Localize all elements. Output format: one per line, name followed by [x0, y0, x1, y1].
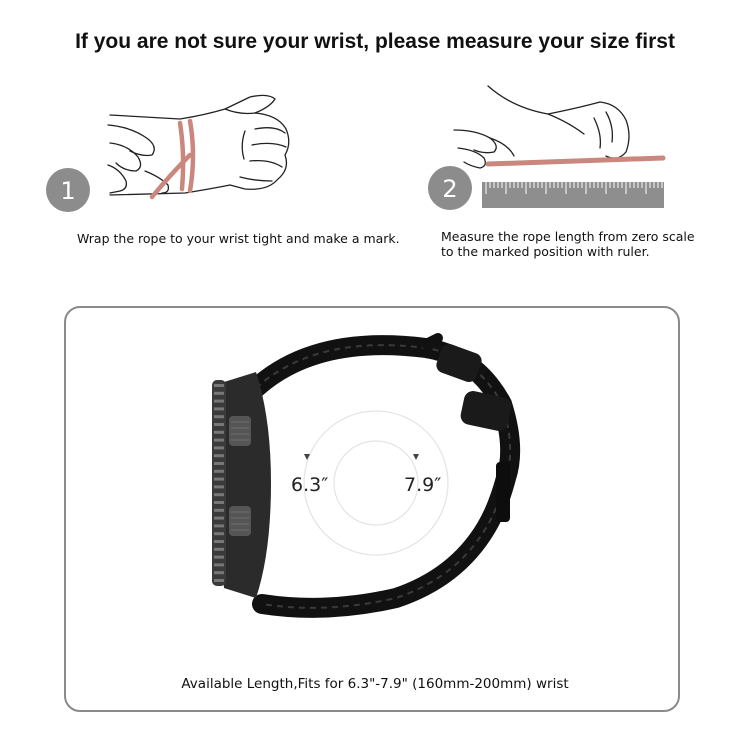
bezel-tooth — [214, 579, 224, 582]
bezel-tooth — [214, 384, 224, 387]
bezel-tooth — [214, 540, 224, 543]
bezel-tooth — [214, 524, 224, 527]
strap-buckle — [496, 462, 510, 522]
bezel-tooth — [214, 563, 224, 566]
bezel-tooth — [214, 517, 224, 520]
bezel-tooth — [214, 446, 224, 449]
bezel-tooth — [214, 462, 224, 465]
bezel-tooth — [214, 415, 224, 418]
bezel-tooth — [214, 493, 224, 496]
bezel-tooth — [214, 556, 224, 559]
watch-button-top — [229, 416, 251, 446]
rope-measure-illustration — [418, 78, 688, 218]
bezel-tooth — [214, 407, 224, 410]
bezel-tooth — [214, 470, 224, 473]
watch-button-bottom — [229, 506, 251, 536]
step-two-caption-line1: Measure the rope length from zero scale — [441, 229, 695, 244]
bezel-tooth — [214, 532, 224, 535]
size-label-min: 6.3″ — [291, 474, 329, 496]
bezel-tooth — [214, 485, 224, 488]
step-one-number: 1 — [60, 177, 76, 205]
size-label-max: 7.9″ — [404, 474, 442, 496]
marker-max — [413, 454, 419, 460]
bezel-tooth — [214, 509, 224, 512]
bezel-tooth — [214, 501, 224, 504]
bezel-tooth — [214, 400, 224, 403]
watch-case — [220, 372, 271, 598]
bezel-tooth — [214, 431, 224, 434]
wrist-wrap-illustration — [40, 85, 310, 225]
bezel-tooth — [214, 454, 224, 457]
fit-range-caption: Available Length,Fits for 6.3"-7.9" (160mm-200mm) wrist — [181, 676, 569, 692]
step-two-caption-line2: to the marked position with ruler. — [441, 244, 650, 259]
page-title: If you are not sure your wrist, please measure your size first — [75, 30, 675, 53]
bezel-tooth — [214, 478, 224, 481]
watch-band-illustration — [66, 308, 682, 714]
product-panel — [64, 306, 680, 712]
step-two-caption — [441, 229, 695, 259]
step-two-number: 2 — [442, 175, 458, 203]
bezel-tooth — [214, 392, 224, 395]
watch-bezel — [212, 380, 226, 586]
step-one-caption: Wrap the rope to your wrist tight and make a mark. — [77, 231, 400, 246]
bezel-tooth — [214, 423, 224, 426]
ruler — [482, 182, 664, 208]
bezel-tooth — [214, 548, 224, 551]
bezel-tooth — [214, 439, 224, 442]
bezel-tooth — [214, 571, 224, 574]
